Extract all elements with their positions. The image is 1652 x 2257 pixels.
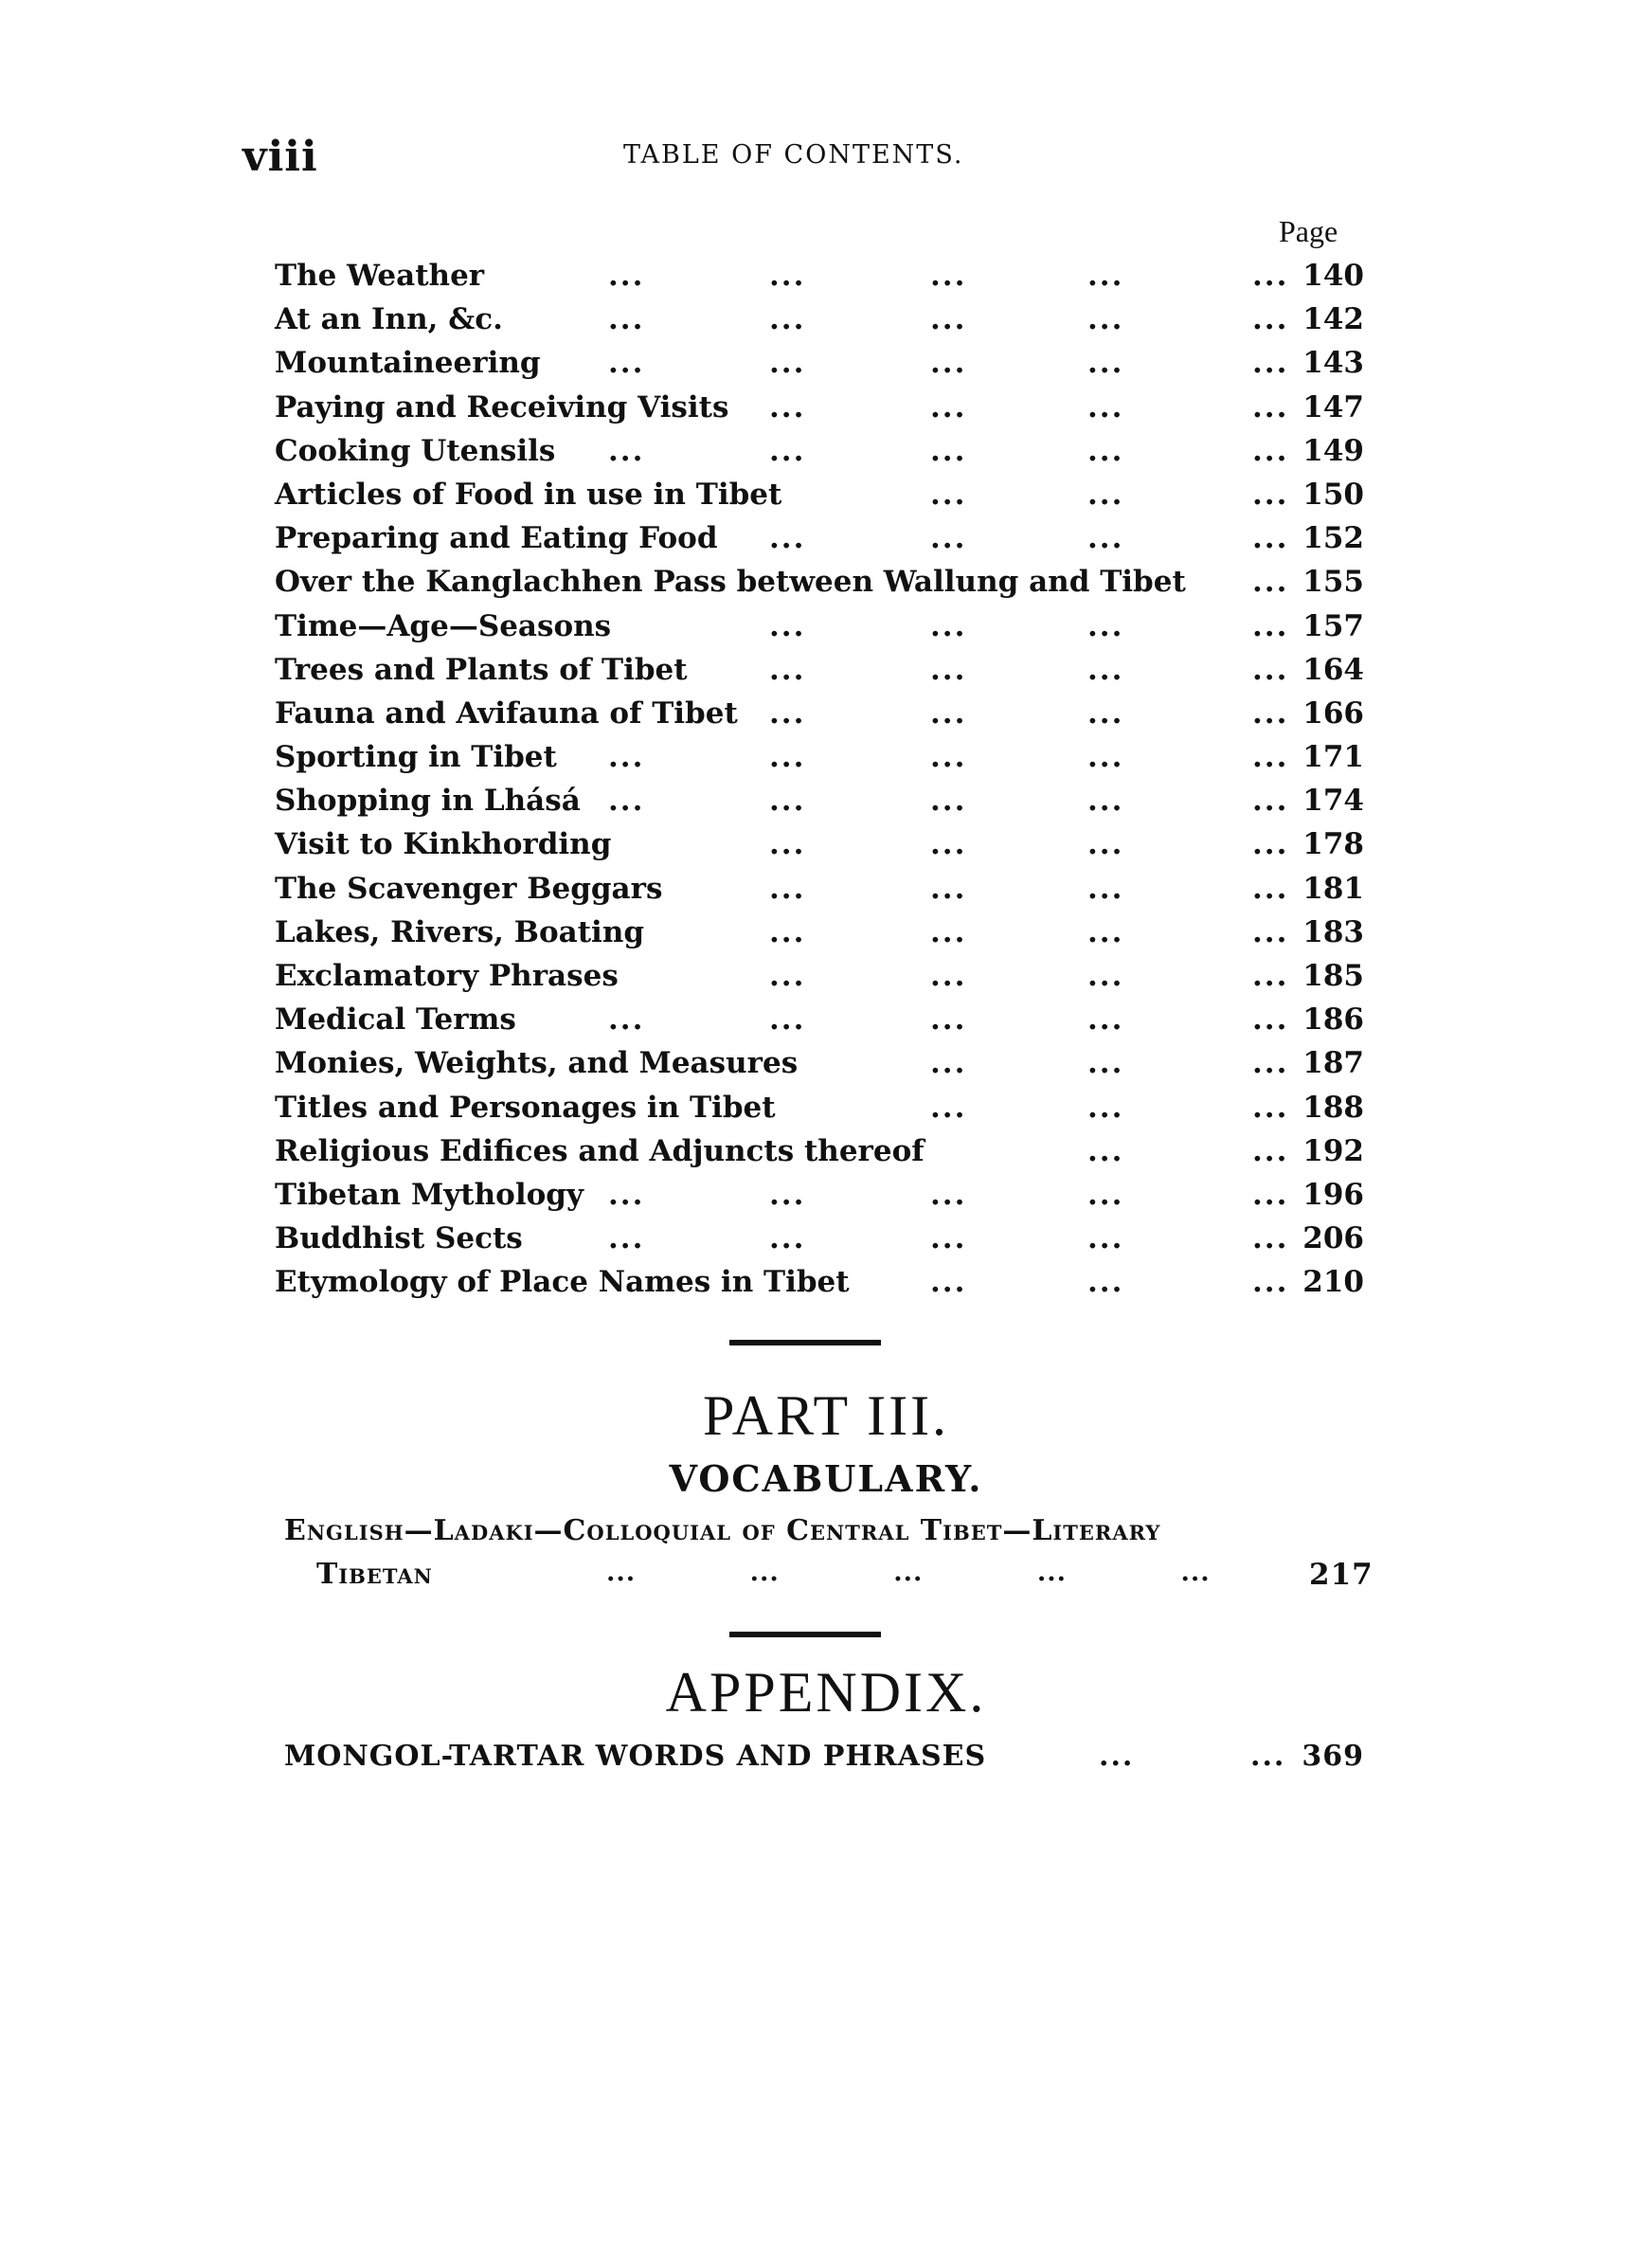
toc-entry-page: 210 bbox=[1302, 1265, 1364, 1300]
toc-entry-page: 166 bbox=[1302, 695, 1364, 731]
toc-entry-title: Shopping in Lhásá bbox=[275, 784, 581, 819]
part-subheading: VOCABULARY. bbox=[669, 1457, 983, 1500]
toc-leader: ... bbox=[930, 302, 967, 337]
toc-leader: ... bbox=[1252, 565, 1289, 600]
toc-leader: ... bbox=[769, 1221, 806, 1256]
section-divider bbox=[729, 1340, 881, 1345]
toc-leader: ... bbox=[1087, 521, 1124, 556]
toc-entry-page: 187 bbox=[1302, 1046, 1364, 1081]
toc-leader: ... bbox=[1252, 433, 1289, 468]
toc-leader: ... bbox=[769, 346, 806, 381]
toc-entry bbox=[275, 692, 1364, 735]
part-heading: PART III. bbox=[702, 1384, 950, 1447]
toc-entry-title: Monies, Weights, and Measures bbox=[275, 1046, 799, 1081]
toc-list bbox=[275, 254, 1364, 1305]
toc-leader: ... bbox=[1087, 740, 1124, 775]
toc-leader: ... bbox=[930, 959, 967, 993]
toc-entry-page: 174 bbox=[1302, 784, 1364, 819]
toc-entry bbox=[275, 254, 1364, 298]
toc-leader: ... bbox=[769, 608, 806, 643]
toc-leader: ... bbox=[769, 959, 806, 993]
toc-entry-page: 147 bbox=[1302, 389, 1364, 424]
toc-entry bbox=[275, 298, 1364, 341]
toc-leader: ... bbox=[1252, 346, 1289, 381]
toc-leader: ... bbox=[1087, 1002, 1124, 1038]
toc-entry-page: 164 bbox=[1302, 652, 1364, 687]
toc-entry-page: 185 bbox=[1302, 959, 1364, 993]
toc-entry-title: The Scavenger Beggars bbox=[275, 871, 663, 906]
toc-leader: ... bbox=[1252, 740, 1289, 775]
toc-leader: ... bbox=[608, 259, 645, 293]
toc-entry-page: 150 bbox=[1302, 477, 1364, 512]
toc-entry bbox=[275, 911, 1364, 954]
toc-entry bbox=[275, 341, 1364, 385]
toc-entry-page: 152 bbox=[1302, 521, 1364, 556]
toc-leader: ... bbox=[1087, 346, 1124, 381]
toc-leader: ... bbox=[930, 827, 967, 862]
toc-leader: ... bbox=[930, 914, 967, 949]
toc-leader: ... bbox=[1252, 784, 1289, 819]
toc-entry-title: Trees and Plants of Tibet bbox=[275, 652, 688, 687]
toc-leader: ... bbox=[1252, 1133, 1289, 1168]
toc-leader: ... bbox=[1252, 1046, 1289, 1081]
toc-leader: ... bbox=[1087, 1177, 1124, 1212]
toc-leader: ... bbox=[769, 1002, 806, 1038]
toc-leader: ... bbox=[1252, 914, 1289, 949]
toc-entry-title: Buddhist Sects bbox=[275, 1221, 523, 1256]
toc-leader: ... bbox=[769, 871, 806, 906]
toc-leader: ... bbox=[769, 259, 806, 293]
toc-leader: ... bbox=[608, 740, 645, 775]
toc-leader: ... bbox=[769, 389, 806, 424]
toc-leader: ... bbox=[1087, 1046, 1124, 1081]
toc-leader: ... bbox=[930, 1090, 967, 1125]
running-head: TABLE OF CONTENTS. bbox=[623, 140, 964, 170]
toc-leader: ... bbox=[769, 695, 806, 731]
section-divider bbox=[729, 1632, 881, 1637]
toc-entry-page: 171 bbox=[1302, 740, 1364, 775]
toc-entry-title: Sporting in Tibet bbox=[275, 740, 557, 775]
toc-leader: ... bbox=[1087, 302, 1124, 337]
toc-leader: ... bbox=[608, 346, 645, 381]
toc-leader: ... bbox=[769, 521, 806, 556]
toc-entry-title: Over the Kanglachhen Pass between Wallung and Tibet bbox=[275, 565, 1186, 600]
toc-leader: ... bbox=[930, 871, 967, 906]
toc-entry-title: Lakes, Rivers, Boating bbox=[275, 914, 645, 949]
toc-entry-page: 192 bbox=[1302, 1133, 1364, 1168]
toc-leader: ... bbox=[1087, 477, 1124, 512]
toc-leader: ... bbox=[1252, 1177, 1289, 1212]
toc-entry bbox=[275, 1086, 1364, 1129]
toc-entry bbox=[275, 560, 1364, 604]
appendix-leader: ... bbox=[1099, 1740, 1135, 1773]
toc-entry-title: Titles and Personages in Tibet bbox=[275, 1090, 776, 1125]
toc-leader: ... bbox=[1087, 871, 1124, 906]
toc-entry-title: Paying and Receiving Visits bbox=[275, 389, 729, 424]
toc-leader: ... bbox=[769, 827, 806, 862]
vocabulary-entry-page: 217 bbox=[1309, 1558, 1374, 1592]
toc-entry bbox=[275, 605, 1364, 648]
toc-entry-title: Tibetan Mythology bbox=[275, 1177, 584, 1212]
toc-leader: ... bbox=[769, 652, 806, 687]
toc-leader: ... bbox=[1087, 259, 1124, 293]
toc-leader: ... bbox=[769, 433, 806, 468]
vocabulary-entry-line1: English—Ladaki—Colloquial of Central Tibet—Literary bbox=[284, 1514, 1161, 1547]
toc-leader: ... bbox=[1252, 608, 1289, 643]
toc-entry-page: 206 bbox=[1302, 1221, 1364, 1256]
toc-leader: ... bbox=[608, 784, 645, 819]
appendix-leader: ... bbox=[1250, 1740, 1286, 1773]
toc-entry bbox=[275, 867, 1364, 911]
toc-entry-page: 183 bbox=[1302, 914, 1364, 949]
vocabulary-entry-line2: Tibetan bbox=[316, 1558, 433, 1591]
toc-entry-title: Etymology of Place Names in Tibet bbox=[275, 1265, 850, 1300]
toc-leader: ... bbox=[1087, 827, 1124, 862]
toc-entry-page: 149 bbox=[1302, 433, 1364, 468]
toc-leader: ... bbox=[769, 784, 806, 819]
toc-entry bbox=[275, 735, 1364, 779]
appendix-entry bbox=[284, 1740, 1364, 1783]
toc-entry bbox=[275, 516, 1364, 560]
toc-entry-page: 186 bbox=[1302, 1002, 1364, 1038]
toc-entry bbox=[275, 1173, 1364, 1217]
page-column-label: Page bbox=[1279, 214, 1338, 248]
toc-entry bbox=[275, 822, 1364, 866]
toc-leader: ... bbox=[1252, 871, 1289, 906]
toc-leader: ... bbox=[1252, 477, 1289, 512]
toc-entry bbox=[275, 1217, 1364, 1260]
toc-leader: ... bbox=[1252, 259, 1289, 293]
toc-leader: ... bbox=[608, 433, 645, 468]
vocabulary-leaders: ... ... ... ... ... bbox=[606, 1558, 1211, 1587]
toc-leader: ... bbox=[1087, 1090, 1124, 1125]
toc-leader: ... bbox=[1252, 521, 1289, 556]
toc-leader: ... bbox=[769, 1177, 806, 1212]
toc-entry-title: Mountaineering bbox=[275, 346, 541, 381]
toc-entry bbox=[275, 779, 1364, 822]
toc-leader: ... bbox=[930, 1177, 967, 1212]
toc-leader: ... bbox=[930, 1221, 967, 1256]
toc-entry-title: Medical Terms bbox=[275, 1002, 516, 1038]
toc-entry bbox=[275, 954, 1364, 998]
toc-leader: ... bbox=[1087, 433, 1124, 468]
toc-entry-page: 178 bbox=[1302, 827, 1364, 862]
toc-leader: ... bbox=[608, 1221, 645, 1256]
toc-entry-title: Exclamatory Phrases bbox=[275, 959, 619, 993]
toc-leader: ... bbox=[930, 521, 967, 556]
toc-leader: ... bbox=[930, 346, 967, 381]
toc-leader: ... bbox=[769, 740, 806, 775]
toc-entry-page: 155 bbox=[1302, 565, 1364, 600]
toc-entry-title: The Weather bbox=[275, 259, 485, 293]
toc-leader: ... bbox=[608, 302, 645, 337]
toc-leader: ... bbox=[1252, 652, 1289, 687]
toc-entry bbox=[275, 998, 1364, 1041]
toc-entry bbox=[275, 429, 1364, 473]
toc-leader: ... bbox=[1087, 608, 1124, 643]
toc-leader: ... bbox=[930, 1265, 967, 1300]
appendix-entry-title: MONGOL-TARTAR WORDS AND PHRASES bbox=[284, 1740, 987, 1773]
toc-leader: ... bbox=[1252, 389, 1289, 424]
toc-entry bbox=[275, 648, 1364, 692]
toc-entry bbox=[275, 1260, 1364, 1304]
toc-leader: ... bbox=[930, 259, 967, 293]
toc-entry bbox=[275, 386, 1364, 429]
toc-leader: ... bbox=[930, 1046, 967, 1081]
toc-entry-page: 196 bbox=[1302, 1177, 1364, 1212]
toc-leader: ... bbox=[1252, 827, 1289, 862]
toc-entry-page: 157 bbox=[1302, 608, 1364, 643]
toc-entry-title: Fauna and Avifauna of Tibet bbox=[275, 695, 738, 731]
toc-leader: ... bbox=[769, 914, 806, 949]
toc-leader: ... bbox=[1087, 1265, 1124, 1300]
toc-entry-title: Visit to Kinkhording bbox=[275, 827, 612, 862]
toc-leader: ... bbox=[1252, 695, 1289, 731]
toc-entry-page: 188 bbox=[1302, 1090, 1364, 1125]
toc-leader: ... bbox=[930, 608, 967, 643]
toc-leader: ... bbox=[1252, 1090, 1289, 1125]
toc-entry-page: 143 bbox=[1302, 346, 1364, 381]
toc-leader: ... bbox=[608, 1002, 645, 1038]
toc-entry-title: Time—Age—Seasons bbox=[275, 608, 612, 643]
toc-leader: ... bbox=[1087, 1221, 1124, 1256]
appendix-heading: APPENDIX. bbox=[665, 1661, 987, 1724]
toc-leader: ... bbox=[1252, 1221, 1289, 1256]
toc-leader: ... bbox=[930, 477, 967, 512]
toc-leader: ... bbox=[930, 784, 967, 819]
toc-entry-page: 140 bbox=[1302, 259, 1364, 293]
toc-leader: ... bbox=[769, 302, 806, 337]
toc-leader: ... bbox=[1087, 1133, 1124, 1168]
toc-entry-title: Articles of Food in use in Tibet bbox=[275, 477, 782, 512]
toc-entry-title: Cooking Utensils bbox=[275, 433, 556, 468]
appendix-entry-page: 369 bbox=[1302, 1740, 1364, 1773]
toc-leader: ... bbox=[930, 695, 967, 731]
toc-entry bbox=[275, 473, 1364, 516]
toc-leader: ... bbox=[930, 740, 967, 775]
toc-leader: ... bbox=[1252, 1002, 1289, 1038]
toc-leader: ... bbox=[930, 389, 967, 424]
toc-leader: ... bbox=[1252, 959, 1289, 993]
toc-leader: ... bbox=[608, 1177, 645, 1212]
toc-entry-page: 181 bbox=[1302, 871, 1364, 906]
toc-leader: ... bbox=[1087, 695, 1124, 731]
toc-entry-title: At an Inn, &c. bbox=[275, 302, 503, 337]
toc-leader: ... bbox=[930, 433, 967, 468]
toc-entry-page: 142 bbox=[1302, 302, 1364, 337]
toc-leader: ... bbox=[1087, 652, 1124, 687]
page-number: viii bbox=[242, 133, 318, 181]
toc-leader: ... bbox=[1087, 914, 1124, 949]
toc-leader: ... bbox=[1252, 1265, 1289, 1300]
toc-leader: ... bbox=[1087, 389, 1124, 424]
toc-leader: ... bbox=[1087, 959, 1124, 993]
toc-entry-title: Religious Edifices and Adjuncts thereof bbox=[275, 1133, 925, 1168]
toc-leader: ... bbox=[930, 652, 967, 687]
toc-leader: ... bbox=[1087, 784, 1124, 819]
toc-leader: ... bbox=[930, 1002, 967, 1038]
toc-entry-title: Preparing and Eating Food bbox=[275, 521, 718, 556]
toc-entry bbox=[275, 1041, 1364, 1085]
toc-leader: ... bbox=[1252, 302, 1289, 337]
toc-entry bbox=[275, 1129, 1364, 1173]
